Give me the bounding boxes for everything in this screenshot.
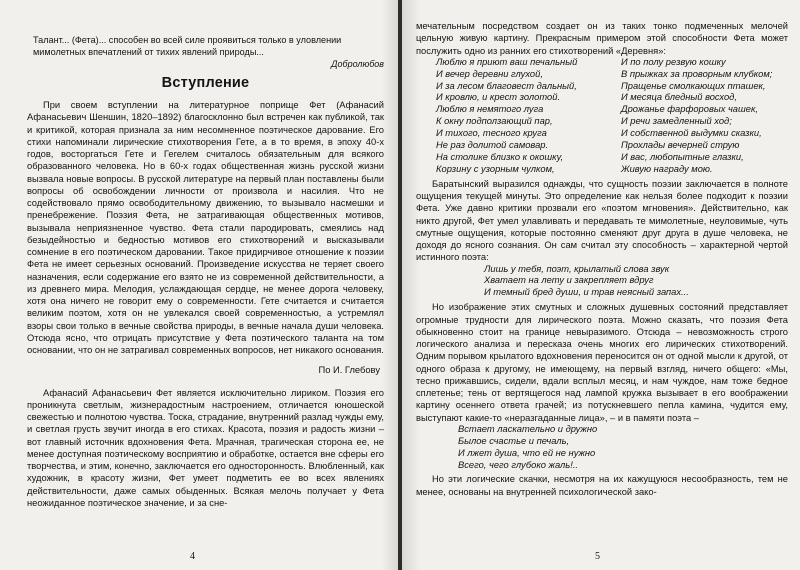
poem-line: И кровлю, и крест золотой. xyxy=(436,92,561,103)
page-number: 5 xyxy=(595,551,600,562)
epigraph-author: Добролюбов xyxy=(331,59,384,69)
poem-line: И лжет душа, что ей не нужно xyxy=(458,447,596,458)
chapter-heading: Вступление xyxy=(161,75,250,91)
poem-line: Прохлады вечерней струю xyxy=(621,140,740,151)
poem-line: Всего, чего глубоко жаль!.. xyxy=(458,459,579,470)
poem-column-left xyxy=(436,57,603,176)
poem-line: Дрожанье фарфоровых чашек, xyxy=(621,104,758,115)
poem-line: И за лесом благовест дальный, xyxy=(436,80,577,91)
poem-line: Пращенье смолкающих пташек, xyxy=(621,80,766,91)
body-paragraph: При своем вступлении на литературное поприще Фет (Афанасий Афанасьевич Шеншин, 1820–1892) благосклонно был встречен как публикой, так и критикой, которая признала за ним несомненное поэтическое дарование. Его стихи напоминали лирические стихотворения Гете, а в то время, в эпоху 40-х годов, восторгаться Гете и Гегелем считалось обязательным для всякого образованного человека. Но в 60-х годах общественная жизнь русской жизни вызвала новые вопросы. В русской литературе на первый план поставлены были вопросы об освобождении личности от произвола и насилия. Что не содействовало прямо освободительному движению, то вызывало насмешки и пренебрежение. Поэзия Фета, не затрагивающая общественных мотивов, вызывала неприязненное чувство. Фета стали пародировать, смеялись над безыдейностью и бедностью мотивов его стихотворений и высказывали сомнение в его поэтическом даровании. Такое придирчивое отношение к поэзии Фета не имеет серьезных оснований. Произведение искусства не теряет своего назначения, если содержание его взято не из современной действительности, а из древнего мира. Мелодия, услаждающая сердце, не менее дорога человеку, хотя она ничего не говорит ему о современности. Гете считается и считается великим поэтом, хотя он не увлекался своей современностью, а устремлял взоры свои только в вечные свойства природы, в вечные начала души человека. Отсюда ясно, что отрицать присутствие у Фета поэтического таланта на том основании, что он не затрагивал современных вопросов, нет никакого основания. xyxy=(27,100,384,355)
poem-column-right xyxy=(621,57,788,176)
poem-quote xyxy=(458,424,788,472)
poem-derevnya xyxy=(436,57,788,176)
body-paragraph: мечательным посредством создает он из таких тонко подмеченных мелочей цельную живую картину. Прекрасным примером этой способности Фета может послужить одно из ранних его стихотворений «Деревня»: xyxy=(416,21,788,56)
poem-line: И речи замедленный ход; xyxy=(621,116,732,127)
poem-quote xyxy=(484,264,788,300)
body-paragraph: Баратынский выразился однажды, что сущность поэзии заключается в полноте ощущения текущей минуты. Это определение как нельзя более подходит к поэзии Фета. Уже давно критики прозвали его «поэтом мгновения». Действительно, как никто другой, Фет умел улавливать и передавать те мимолетные, неуловимые, чуть смутные ощущения, которые постоянно сменяют друг друга в душе человека, не доходя до ясного сознания. Он сам считал эту способность – характерной чертой истинного поэта: xyxy=(416,178,788,263)
body-paragraph: Но эти логические скачки, несмотря на их кажущуюся несообразность, тем не менее, основаны на внутренней психологической зако- xyxy=(416,474,788,497)
poem-line: И собственной выдумки сказки, xyxy=(621,128,762,139)
source-attribution: По И. Глебову xyxy=(318,365,380,376)
poem-line: Былое счастье и печаль, xyxy=(458,435,570,446)
poem-line: И по полу резвую кошку xyxy=(621,56,726,67)
page-number: 4 xyxy=(190,551,195,562)
poem-line: Люблю я приют ваш печальный xyxy=(436,56,578,67)
poem-line: И месяца бледный восход, xyxy=(621,92,737,103)
poem-line: Хватает на лету и закрепляет вдруг xyxy=(484,275,654,286)
poem-line: И вас, любопытные глазки, xyxy=(621,152,744,162)
right-page xyxy=(402,0,800,570)
epigraph-text: Талант... (Фета)... способен во всей силе проявиться только в уловлении мимолетных впечатлений от тихих явлений природы... xyxy=(33,35,342,57)
body-paragraph: Но изображение этих смутных и сложных душевных состояний представляет огромные трудности для лирического поэта. Можно сказать, что поэзия Фета обыкновенно стоит на границе невыразимого. Отсюда – невозможность строго логического анализа и пересказа очень многих его лирических стихотворений. Одним порывом крылатого вдохновения переносится он от одной мысли к другой, от одного образа к другому, не имеющему, на первый взгляд, ничего общего: «Мы, тесно прижавшись, сидели, вдали всплыл месяц, и нам чуждое, нам тоже бедное сплетенье; тень от вертящегося над лампой кружка вызывает в его воображении картину осеннего ответа грачей; из потускневшего пепла камина, чудится ему, выступают какие-то «неразгаданные лица», – и в памяти поэта – xyxy=(416,302,788,423)
poem-line: Люблю я немятого луга xyxy=(436,104,544,115)
body-paragraph: Афанасий Афанасьевич Фет является исключительно лириком. Поэзия его проникнута светлым, жизнерадостным настроением, отличается юношеской свежестью и полнотою чувства. Тоска, страдание, внутренний разлад чужды ему, и светлая грусть звучит иногда в его стихах. Красота, поэзия и радость жизни – вот главный источник вдохновения Фета. Мрачная, трагическая сторона ее, не менее доступная поэтическому восприятию и обработке, остается вне сферы его творчества, и этим, конечно, заключается его односторонность. Влюбленный, как художник, в красоту жизни, Фет умеет подметить ее во всех явлениях действительности, даже самых обыденных. Всякая мелочь получает у Фета неожиданное поэтическое значение, и за сне- xyxy=(27,387,384,508)
poem-line: И тихого, тесного круга xyxy=(436,128,547,139)
poem-line: И темный бред души, и трав неясный запах... xyxy=(484,287,689,298)
poem-line: И вечер деревни глухой, xyxy=(436,68,543,79)
left-page xyxy=(0,0,398,570)
poem-line: На столике близко к окошку, xyxy=(436,152,564,162)
poem-line: Лишь у тебя, поэт, крылатый слова звук xyxy=(484,263,670,274)
poem-line: К окну подползающий пар, xyxy=(436,116,553,127)
poem-line: Живую награду мою. xyxy=(621,163,713,174)
poem-line: Корзину с узорным чулком, xyxy=(436,163,555,174)
poem-line: Встает ласкательно и дружно xyxy=(458,423,598,434)
poem-line: В прыжках за проворным клубком; xyxy=(621,68,773,79)
poem-line: Не раз долитой самовар. xyxy=(436,140,549,151)
